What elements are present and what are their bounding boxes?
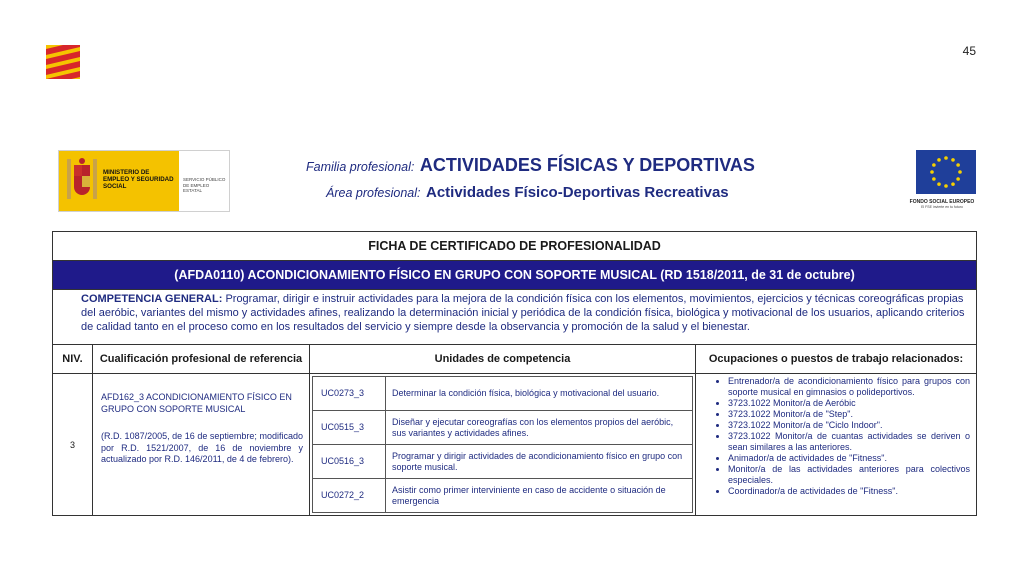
eu-star-icon	[932, 163, 936, 167]
certificate-header	[58, 148, 982, 212]
eu-star-icon	[937, 158, 941, 162]
uc-code: UC0516_3	[313, 445, 386, 479]
aragon-logo	[46, 45, 80, 79]
header-niv: NIV.	[53, 345, 93, 374]
header-cualificacion: Cualificación profesional de referencia	[93, 345, 310, 374]
eu-star-icon	[932, 177, 936, 181]
list-item: • Coordinador/a de actividades de "Fitness".	[728, 486, 970, 497]
coat-of-arms-icon	[65, 157, 99, 205]
eu-star-icon	[951, 158, 955, 162]
page-number: 45	[962, 44, 976, 58]
table-row	[313, 411, 693, 445]
unidades-cell	[310, 374, 696, 516]
table-row	[313, 377, 693, 411]
area-label: Área profesional:	[326, 186, 421, 200]
competencia-text: Programar, dirigir e instruir actividades para la mejora de la condición física con los elementos, movimientos, ejercicios y técnicas coreográficas propias del aeróbic, variantes del mismo y actividades afines, realizando la determinación inicial y periódica de la condición física, biológica y motivacional de los usuarios, aplicando criterios de calidad tanto en el proceso como en los resultados del servicio y siempre desde la observancia y promoción de la salud y el bienestar.	[81, 293, 965, 333]
unidades-table	[312, 376, 693, 513]
uc-text: Diseñar y ejecutar coreografías con los elementos propios del aeróbic, sus variantes y actividades afines.	[386, 411, 693, 445]
eu-star-icon	[958, 170, 962, 174]
ficha-title: FICHA DE CERTIFICADO DE PROFESIONALIDAD	[53, 232, 977, 261]
area-line	[326, 184, 729, 201]
certificate-table	[52, 231, 977, 516]
uc-code: UC0272_2	[313, 479, 386, 513]
header-unidades: Unidades de competencia	[310, 345, 696, 374]
eu-name: FONDO SOCIAL EUROPEO	[909, 199, 975, 205]
uc-code: UC0515_3	[313, 411, 386, 445]
ocupaciones-list	[714, 376, 970, 497]
eu-tagline: El FSE invierte en tu futuro	[921, 205, 963, 209]
list-item: • Animador/a de actividades de "Fitness".	[728, 453, 970, 464]
cualificacion-name: AFD162_3 ACONDICIONAMIENTO FÍSICO EN GRUPO CON SOPORTE MUSICAL	[101, 392, 292, 414]
eu-star-icon	[956, 177, 960, 181]
ministry-logo	[58, 150, 230, 212]
list-item: • Monitor/a de las actividades anteriores para colectivos especiales.	[728, 464, 970, 486]
eu-flag-icon	[916, 150, 976, 194]
list-item: • 3723.1022 Monitor/a de "Step".	[728, 409, 970, 420]
uc-code: UC0273_3	[313, 377, 386, 411]
list-item: • 3723.1022 Monitor/a de "Ciclo Indoor".	[728, 420, 970, 431]
eu-star-icon	[951, 182, 955, 186]
competencia-general	[53, 290, 977, 345]
familia-value: ACTIVIDADES FÍSICAS Y DEPORTIVAS	[419, 155, 755, 175]
eu-star-icon	[930, 170, 934, 174]
header-ocupaciones: Ocupaciones o puestos de trabajo relacionados:	[696, 345, 977, 374]
ministry-name: MINISTERIO DE EMPLEO Y SEGURIDAD SOCIAL	[103, 169, 174, 190]
eu-star-icon	[956, 163, 960, 167]
eu-star-icon	[937, 182, 941, 186]
nivel-value: 3	[53, 374, 93, 516]
certificate-code-line: (AFDA0110) ACONDICIONAMIENTO FÍSICO EN GRUPO CON SOPORTE MUSICAL (RD 1518/2011, de 31 de octubre)	[53, 261, 977, 290]
familia-label: Familia profesional:	[306, 160, 415, 174]
table-row	[313, 479, 693, 513]
ministry-service: SERVICIO PÚBLICO DE EMPLEO ESTATAL	[183, 177, 226, 193]
eu-star-icon	[944, 156, 948, 160]
eu-logo	[904, 150, 980, 212]
list-item: • 3723.1022 Monitor/a de cuantas actividades se deriven o sean similares a las anteriores.	[728, 431, 970, 453]
familia-line	[306, 155, 755, 176]
list-item: • 3723.1022 Monitor/a de Aeróbic	[728, 398, 970, 409]
eu-star-icon	[944, 184, 948, 188]
uc-text: Determinar la condición física, biológica y motivacional del usuario.	[386, 377, 693, 411]
cualificacion-note: (R.D. 1087/2005, de 16 de septiembre; modificado por R.D. 1521/2007, de 16 de noviembre y actualizado por R.D. 146/2011, de 4 de febrero).	[101, 431, 303, 464]
list-item: • Entrenador/a de acondicionamiento físico para grupos con soporte musical en gimnasios o polideportivos.	[728, 376, 970, 398]
uc-text: Asistir como primer interviniente en caso de accidente o situación de emergencia	[386, 479, 693, 513]
competencia-label: COMPETENCIA GENERAL:	[81, 293, 223, 305]
area-value: Actividades Físico-Deportivas Recreativas	[426, 184, 729, 201]
ocupaciones-cell	[696, 374, 977, 516]
uc-text: Programar y dirigir actividades de acondicionamiento físico en grupo con soporte musical.	[386, 445, 693, 479]
table-row	[313, 445, 693, 479]
cualificacion-cell	[93, 374, 310, 516]
